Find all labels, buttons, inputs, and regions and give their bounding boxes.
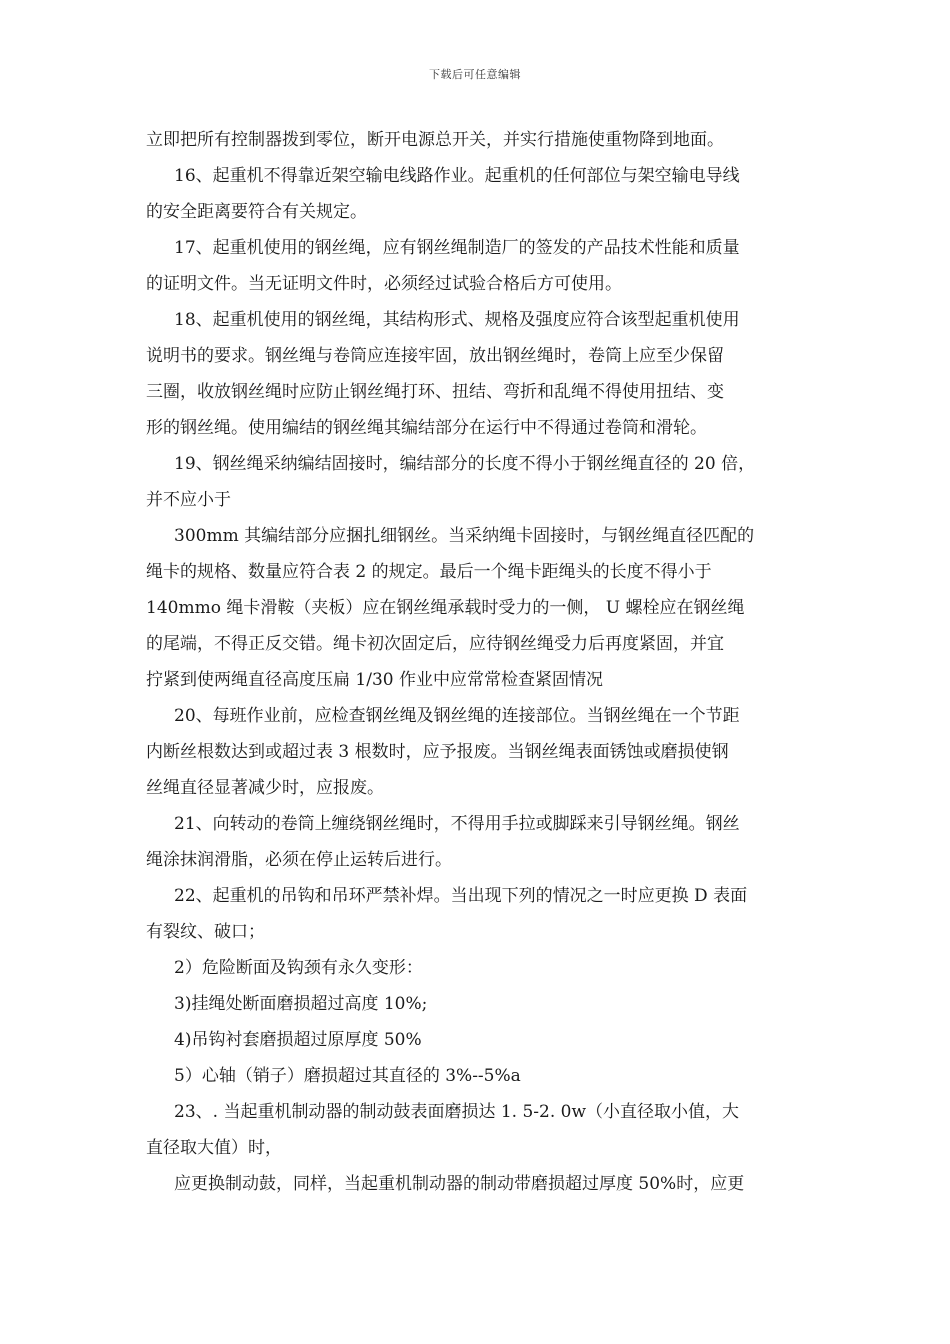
text-line: 应更换制动鼓，同样，当起重机制动器的制动带磨损超过厚度 50%时，应更 [174,1174,745,1194]
text-line: 300mm 其编结部分应捆扎细钢丝。当采纳绳卡固接时，与钢丝绳直径匹配的 [174,526,755,546]
text-line: 2）危险断面及钩颈有永久变形： [174,958,423,978]
text-line: 说明书的要求。钢丝绳与卷筒应连接牢固，放出钢丝绳时，卷筒上应至少保留 [146,346,724,366]
text-line: 拧紧到使两绳直径高度压扁 1/30 作业中应常常检查紧固情况 [146,670,603,690]
text-line: 丝绳直径显著减少时，应报废。 [146,778,384,798]
document-body [146,122,806,1202]
text-line: 18、起重机使用的钢丝绳，其结构形式、规格及强度应符合该型起重机使用 [174,310,740,330]
text-line: 3)挂绳处断面磨损超过高度 10%; [174,994,428,1014]
text-line: 4)吊钩衬套磨损超过原厚度 50% [174,1030,422,1050]
text-line: 5）心轴（销子）磨损超过其直径的 3%--5%a [174,1066,521,1086]
text-line: 的安全距离要符合有关规定。 [146,202,367,222]
text-line: 形的钢丝绳。使用编结的钢丝绳其编结部分在运行中不得通过卷筒和滑轮。 [146,418,707,438]
text-line: 16、起重机不得靠近架空输电线路作业。起重机的任何部位与架空输电导线 [174,166,740,186]
text-line: 绳卡的规格、数量应符合表 2 的规定。最后一个绳卡距绳头的长度不得小于 [146,562,712,582]
text-line: 的证明文件。当无证明文件时，必须经过试验合格后方可使用。 [146,274,622,294]
text-line: 140mmo 绳卡滑鞍（夹板）应在钢丝绳承载时受力的一侧， U 螺栓应在钢丝绳 [146,598,745,618]
text-line: 的尾端，不得正反交错。绳卡初次固定后，应待钢丝绳受力后再度紧固，并宜 [146,634,724,654]
text-line: 直径取大值）时， [146,1138,282,1158]
text-line: 17、起重机使用的钢丝绳，应有钢丝绳制造厂的签发的产品技术性能和质量 [174,238,740,258]
text-line: 22、起重机的吊钩和吊环严禁补焊。当出现下列的情况之一时应更换 D 表面 [174,886,748,906]
text-line: 19、钢丝绳采纳编结固接时，编结部分的长度不得小于钢丝绳直径的 20 倍， [174,454,756,474]
text-line: 三圈，收放钢丝绳时应防止钢丝绳打环、扭结、弯折和乱绳不得使用扭结、变 [146,382,724,402]
text-line: 20、每班作业前，应检查钢丝绳及钢丝绳的连接部位。当钢丝绳在一个节距 [174,706,740,726]
text-line: 内断丝根数达到或超过表 3 根数时，应予报废。当钢丝绳表面锈蚀或磨损使钢 [146,742,729,762]
text-line: 绳涂抹润滑脂，必须在停止运转后进行。 [146,850,452,870]
text-line: 立即把所有控制器拨到零位，断开电源总开关，并实行措施使重物降到地面。 [146,130,724,150]
text-line: 23、. 当起重机制动器的制动鼓表面磨损达 1. 5-2. 0w（小直径取小值，大 [174,1102,740,1122]
text-line: 并不应小于 [146,490,231,510]
text-line: 有裂纹、破口； [146,922,265,942]
text-line: 21、向转动的卷筒上缠绕钢丝绳时，不得用手拉或脚踩来引导钢丝绳。钢丝 [174,814,740,834]
page-header: 下载后可任意编辑 [429,68,521,81]
